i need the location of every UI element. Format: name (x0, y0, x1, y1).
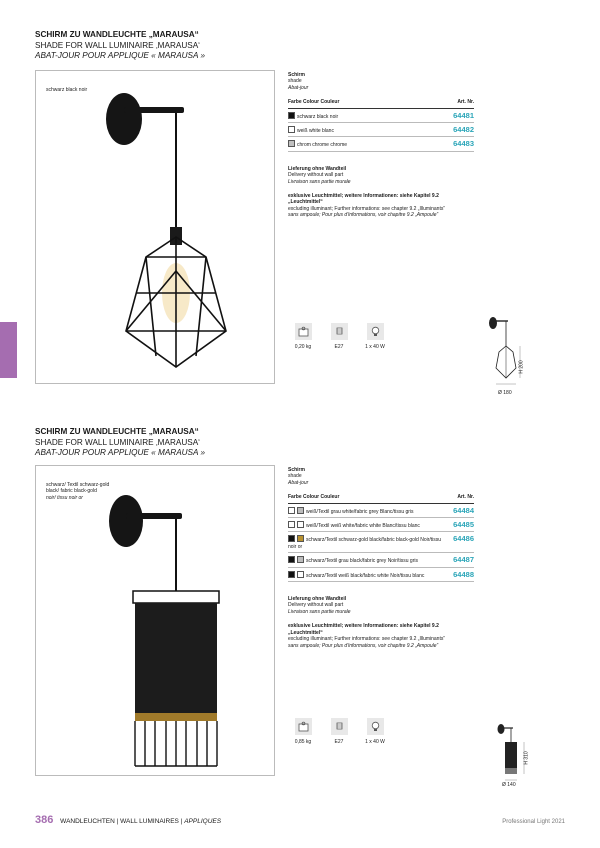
page-footer: 386 WANDLEUCHTEN | WALL LUMINAIRES | APPLIQUES Professional Light 2021 (35, 814, 565, 826)
socket-icon (331, 718, 348, 735)
section2-product-de: Schirm (288, 467, 305, 473)
color-swatch (288, 126, 295, 133)
section1-excl-en: excluding illuminant; Further informations: see chapter 9.2 „Illuminants“ (288, 205, 446, 212)
section2-delivery-fr: Livraison sans partie murale (288, 608, 351, 615)
wire-pendant-lamp-image (36, 71, 276, 385)
socket-value: E27 (334, 739, 344, 745)
section2-diameter: Ø 140 (502, 782, 516, 788)
section2-col-art: Art. Nr. (457, 494, 474, 501)
section2-delivery-de: Lieferung ohne Wandteil (288, 596, 347, 603)
power-value: 1 x 40 W (365, 739, 385, 745)
photo-label-line-fr: noir/ tissu noir or (46, 494, 83, 501)
section1-height: H 200 (518, 360, 525, 374)
variant-art-number: 64481 (453, 110, 474, 120)
section1-variant-row (288, 123, 474, 137)
footer-brand: Professional Light 2021 (502, 819, 565, 825)
color-swatch (288, 571, 295, 578)
footer-category-de: WANDLEUCHTEN (60, 818, 115, 825)
section1-product-en: shade (288, 78, 302, 85)
variant-art-number: 64487 (453, 555, 474, 565)
section1-col-color: Farbe Colour Couleur (288, 99, 340, 106)
section2-variant-row (288, 504, 474, 518)
chapter-tab (0, 322, 17, 378)
section2-info (288, 467, 474, 649)
footer-category-en: WALL LUMINAIRES (120, 818, 179, 825)
section1-title-fr: ABAT-JOUR POUR APPLIQUE « MARAUSA » (35, 51, 206, 60)
section2-product-photo (35, 465, 275, 776)
bulb-icon (367, 718, 384, 735)
section1-variant-row (288, 109, 474, 123)
section1-diameter: Ø 180 (498, 390, 512, 396)
variant-label: chrom chrome chrome (297, 142, 348, 149)
fabric-swatch (297, 507, 304, 514)
section2-title-en: SHADE FOR WALL LUMINAIRE ‚MARAUSA‘ (35, 437, 200, 447)
section2-excl-en: excluding illuminant; Further informations: see chapter 9.2 „Illuminants“ (288, 636, 446, 643)
section1-col-art: Art. Nr. (457, 99, 474, 106)
section1-product-photo (35, 70, 275, 384)
section1-title-en: SHADE FOR WALL LUMINAIRE ‚MARAUSA‘ (35, 40, 200, 50)
power-value: 1 x 40 W (365, 344, 385, 350)
color-swatch (288, 556, 295, 563)
section2-variant-row (288, 553, 474, 567)
weight-value: 0,20 kg (294, 344, 312, 350)
footer-category-fr: APPLIQUES (184, 818, 222, 825)
section2-title-de: SCHIRM ZU WANDLEUCHTE „MARAUSA“ (35, 427, 199, 436)
section1-title-de: SCHIRM ZU WANDLEUCHTE „MARAUSA“ (35, 30, 199, 39)
section2-product-fr: Abat-jour (288, 479, 309, 486)
section1-delivery-en: Delivery without wall part (288, 172, 344, 179)
color-swatch (288, 507, 295, 514)
section2-excl-de: exklusive Leuchtmittel; weitere Informationen: siehe Kapitel 9.2 „Leuchtmittel“ (288, 623, 439, 636)
section2-table-header (288, 494, 474, 503)
section2-variant-row (288, 518, 474, 532)
variant-label: weiß/Textil weiß white/fabric white Blanc/tissu blanc (306, 523, 420, 530)
photo-label-line-en: black/ fabric black-gold (46, 488, 97, 495)
fabric-swatch (297, 571, 304, 578)
socket-value: E27 (334, 344, 344, 350)
section1-product-fr: Abat-jour (288, 84, 309, 91)
variant-art-number: 64485 (453, 520, 474, 530)
variant-label: schwarz/Textil weiß black/fabric white Noir/tissu blanc (306, 572, 425, 579)
color-swatch (288, 112, 295, 119)
section2-variant-row (288, 568, 474, 582)
section2-title-fr: ABAT-JOUR POUR APPLIQUE « MARAUSA » (35, 448, 206, 457)
section1-title (35, 30, 205, 62)
section2-spec-icons (292, 718, 386, 745)
variant-art-number: 64488 (453, 569, 474, 579)
variant-label: schwarz black noir (297, 113, 339, 120)
section1-product-de: Schirm (288, 72, 305, 78)
variant-art-number: 64486 (453, 534, 474, 544)
section1-excl-fr: sans ampoule; Pour plus d'informations, voir chapitre 9.2 „Ampoule“ (288, 212, 439, 219)
section1-variant-row (288, 137, 474, 151)
variant-art-number: 64482 (453, 125, 474, 135)
page-number: 386 (35, 814, 54, 826)
section2-col-color: Farbe Colour Couleur (288, 494, 340, 501)
section2-variant-row (288, 532, 474, 553)
section2-height: H 310 (523, 751, 530, 765)
bulb-icon (367, 323, 384, 340)
socket-icon (331, 323, 348, 340)
variant-art-number: 64483 (453, 139, 474, 149)
section2-photo-label (46, 482, 109, 501)
section1-spec-icons (292, 323, 386, 350)
section1-photo-label: schwarz black noir (46, 87, 88, 93)
color-swatch (288, 535, 295, 542)
photo-label-line-de: schwarz/ Textil schwarz-gold (46, 482, 110, 488)
weight-icon (295, 718, 312, 735)
variant-label: schwarz/Textil grau black/fabric grey Noir/tissu gris (306, 558, 418, 565)
cylinder-pendant-lamp-image (36, 466, 276, 777)
color-swatch (288, 140, 295, 147)
color-swatch (288, 521, 295, 528)
section1-dimension-drawing (484, 312, 524, 388)
variant-label: weiß white blanc (297, 128, 334, 135)
variant-label: weiß/Textil grau white/fabric grey Blanc/tissu gris (306, 508, 414, 515)
weight-icon (295, 323, 312, 340)
section1-excl-de: exklusive Leuchtmittel; weitere Informationen: siehe Kapitel 9.2 „Leuchtmittel“ (288, 193, 439, 206)
section1-table-header (288, 99, 474, 108)
variant-art-number: 64484 (453, 505, 474, 515)
fabric-swatch (297, 535, 304, 542)
section2-excl-fr: sans ampoule; Pour plus d'informations, voir chapitre 9.2 „Ampoule“ (288, 642, 439, 649)
section2-title (35, 427, 205, 459)
section1-info (288, 72, 474, 219)
fabric-swatch (297, 521, 304, 528)
weight-value: 0,85 kg (294, 739, 312, 745)
variant-label: schwarz/Textil schwarz-gold black/fabric black-gold Noir/tissu noir or (288, 537, 442, 550)
fabric-swatch (297, 556, 304, 563)
section2-delivery-en: Delivery without wall part (288, 602, 344, 609)
section1-delivery-de: Lieferung ohne Wandteil (288, 165, 347, 172)
section2-product-en: shade (288, 473, 302, 480)
section1-delivery-fr: Livraison sans partie murale (288, 178, 351, 185)
